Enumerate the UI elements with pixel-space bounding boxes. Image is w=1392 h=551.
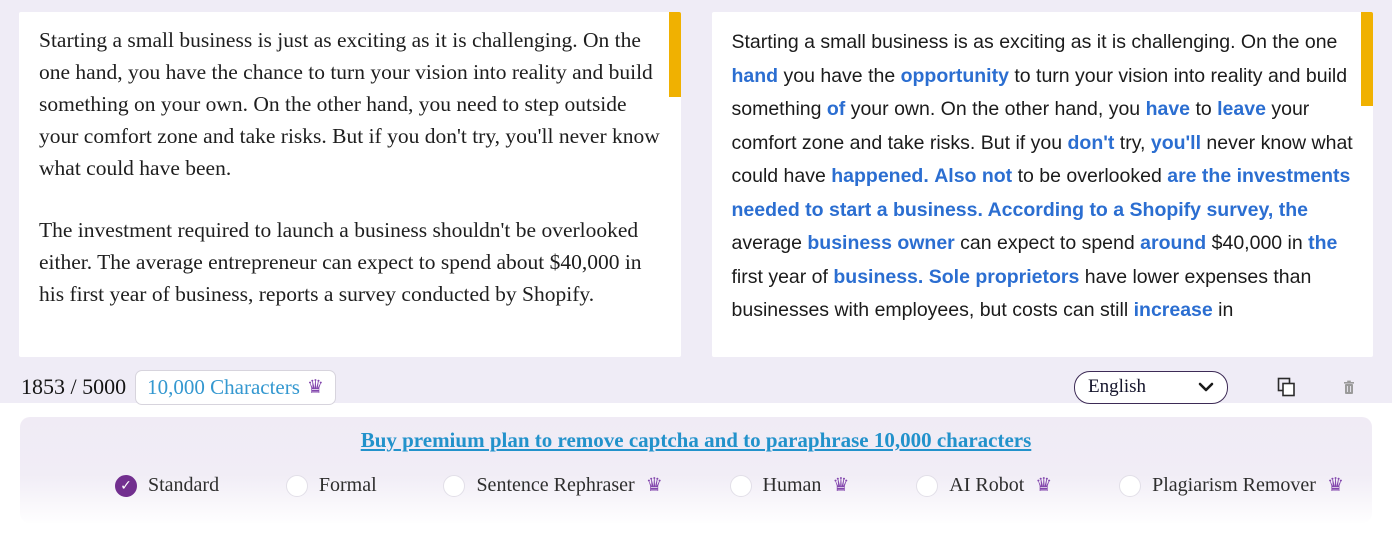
input-scrollbar[interactable] bbox=[669, 12, 681, 97]
crown-icon: ♛ bbox=[645, 475, 663, 496]
char-limit-label: 10,000 Characters bbox=[147, 374, 300, 399]
language-select-value: English bbox=[1088, 376, 1147, 397]
output-panel bbox=[712, 12, 1374, 357]
chevron-down-icon bbox=[1198, 376, 1214, 398]
crown-icon: ♛ bbox=[1326, 475, 1344, 496]
mode-selector bbox=[20, 453, 1372, 497]
output-scrollbar[interactable] bbox=[1361, 12, 1373, 106]
text-panels bbox=[19, 12, 1373, 357]
radio-unchecked-icon[interactable] bbox=[286, 475, 308, 497]
mode-label: AI Robot bbox=[949, 474, 1025, 496]
mode-option-human[interactable] bbox=[730, 474, 850, 497]
language-select[interactable] bbox=[1074, 371, 1228, 404]
input-text[interactable]: Starting a small business is just as exciting as it is challenging. On the one hand, you have the chance to turn your vision into reality and build something on your own. On the other hand, you need to step outside your comfort zone and take risks. But if you don't try, you'll never know what could have been. The investment required to launch a business shouldn't be overlooked either. The average entrepreneur can expect to spend about $40,000 in his first year of business, reports a survey conducted by Shopify. bbox=[39, 28, 660, 306]
mode-label: Formal bbox=[318, 474, 377, 496]
radio-unchecked-icon[interactable] bbox=[443, 475, 465, 497]
radio-checked-icon[interactable]: ✓ bbox=[115, 475, 137, 497]
radio-unchecked-icon[interactable] bbox=[1119, 475, 1141, 497]
mode-label: Standard bbox=[148, 474, 220, 496]
input-panel[interactable] bbox=[19, 12, 681, 357]
copy-icon[interactable] bbox=[1277, 377, 1296, 397]
radio-unchecked-icon[interactable] bbox=[916, 475, 938, 497]
mode-option-formal[interactable] bbox=[286, 474, 377, 497]
mode-option-plagiarism-remover[interactable] bbox=[1119, 474, 1344, 497]
trash-icon[interactable] bbox=[1343, 380, 1355, 395]
mode-option-standard[interactable] bbox=[115, 474, 219, 497]
radio-unchecked-icon[interactable] bbox=[730, 475, 752, 497]
buy-premium-link[interactable]: Buy premium plan to remove captcha and to paraphrase 10,000 characters bbox=[360, 428, 1032, 452]
mode-label: Sentence Rephraser bbox=[476, 474, 635, 496]
crown-icon: ♛ bbox=[306, 376, 324, 398]
mode-option-ai-robot[interactable] bbox=[916, 474, 1052, 497]
mode-label: Human bbox=[762, 474, 822, 496]
output-text: Starting a small business is as exciting as it is challenging. On the one hand you have the opportunity to turn your vision into reality and build something of your own. On the other hand, you have to leave your comfort zone and take risks. But if you don't try, you'll never know what could have happened. Also not to be overlooked are the investments needed to start a business. According to a Shopify survey, the average business owner can expect to spend around $40,000 in the first year of business. Sole proprietors have lower expenses than businesses with employees, but costs can still increase in bbox=[731, 31, 1353, 321]
char-count: 1853 / 5000 bbox=[21, 374, 127, 399]
crown-icon: ♛ bbox=[832, 475, 850, 496]
char-limit-upgrade-button[interactable] bbox=[135, 370, 336, 405]
mode-option-sentence-rephraser[interactable] bbox=[443, 474, 662, 497]
premium-bar bbox=[20, 417, 1372, 523]
mode-label: Plagiarism Remover bbox=[1152, 474, 1316, 496]
crown-icon: ♛ bbox=[1035, 475, 1053, 496]
controls-row bbox=[19, 366, 1373, 408]
